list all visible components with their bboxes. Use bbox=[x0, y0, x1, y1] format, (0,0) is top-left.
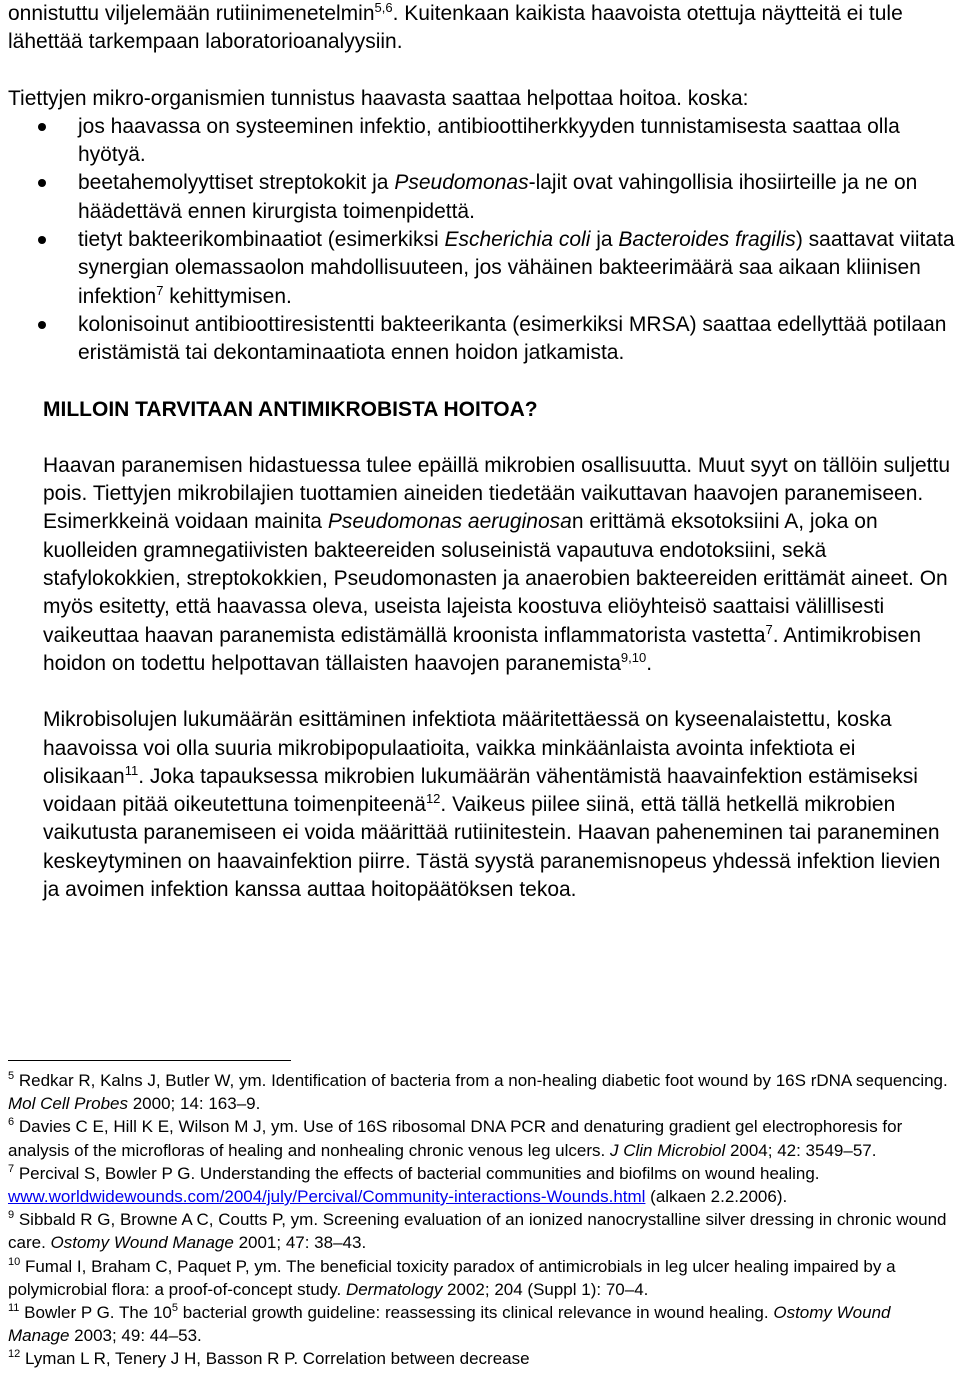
footnote-text: Davies C E, Hill K E, Wilson M J, ym. Use of 16S ribosomal DNA PCR and denaturing gradient gel electrophoresis for analysis of the microfloras of healing and nonhealing chronic venous leg ulcers. bbox=[8, 1117, 903, 1160]
text-run: onnistuttu viljelemään rutiinimenetelmin bbox=[8, 2, 375, 25]
footnote-text: 2003; 49: 44–53. bbox=[69, 1326, 202, 1346]
bullet-item-bacterial-combinations bbox=[8, 226, 956, 311]
footnote-number: 11 bbox=[8, 1302, 20, 1315]
bullet-text: -lajit ovat vahingollisia ihosiirteille ja ne on häädettävä ennen kirurgista toimenpidettä. bbox=[78, 171, 918, 223]
footnote-text: Bowler P G. The 10 bbox=[19, 1303, 172, 1323]
paragraph-antimicrobial bbox=[43, 452, 956, 678]
footnote-number: 12 bbox=[8, 1348, 21, 1361]
journal-name: J Clin Microbiol bbox=[609, 1140, 726, 1160]
footnote-text: Fumal I, Braham C, Paquet P, ym. The beneficial toxicity paradox of antimicrobials in leg ulcer healing impaired by a polymicrobial flora: a proof-of-concept study. bbox=[8, 1256, 896, 1299]
bullet-item-mrsa bbox=[8, 311, 956, 368]
text-run: . Joka tapauksessa mikrobien lukumäärän vähentämistä haavainfektion estämiseksi voidaan pitää oikeutettuna toimenpiteenä bbox=[43, 764, 918, 817]
footnote-ref-5-6[interactable]: 5,6 bbox=[374, 0, 393, 15]
bullet-text: jos haavassa on systeeminen infektio, antibioottiherkkyyden tunnistamisesta saattaa olla hyötyä. bbox=[78, 114, 900, 167]
italic-species: Bacteroides fragilis bbox=[618, 228, 796, 252]
footnote-ref-7[interactable]: 7 bbox=[156, 282, 164, 298]
footnote-7 bbox=[8, 1162, 953, 1208]
footnote-separator bbox=[8, 1060, 291, 1061]
footnote-text: Sibbald R G, Browne A C, Coutts P, ym. Screening evaluation of an ionized nanocrystalline silver dressing in chronic wound care. bbox=[8, 1210, 947, 1253]
footnote-ref-9-10[interactable]: 9,10 bbox=[620, 649, 647, 665]
bullet-icon bbox=[38, 179, 46, 187]
document-body bbox=[8, 0, 956, 904]
text-run: . bbox=[646, 651, 653, 675]
bullet-list bbox=[8, 113, 956, 368]
footnote-number: 7 bbox=[8, 1162, 15, 1175]
footnote-number: 6 bbox=[8, 1116, 15, 1129]
exponent: 5 bbox=[171, 1302, 178, 1315]
journal-name: Mol Cell Probes bbox=[8, 1094, 128, 1114]
footnote-text: bacterial growth guideline: reassessing its clinical relevance in wound healing. bbox=[178, 1303, 774, 1323]
bullet-text: kehittymisen. bbox=[163, 284, 292, 308]
reference-link[interactable]: www.worldwidewounds.com/2004/july/Percival/Community-interactions-Wounds.html bbox=[8, 1187, 646, 1207]
bullet-text: tietyt bakteerikombinaatiot (esimerkiksi bbox=[78, 228, 445, 252]
footnote-9 bbox=[8, 1208, 953, 1254]
footnote-ref-12[interactable]: 12 bbox=[425, 791, 441, 807]
text-run: n erittämä eksotoksiini A, joka on kuolleiden gramnegatiivisten bakteereiden soluseinistä vapautuva endotoksiini, sekä stafylokokkien, streptokokkien, Pseudomonasten ja anaerobien bakteereiden erittämät aineet. On myös esitetty, että haavassa oleva, useista lajeista koostuva eliöyhteisö saattaisi välillisesti vaikeuttaa haavan paranemista edistämällä kroonista inflammatorista vastetta bbox=[43, 510, 948, 647]
footnote-text: 2002; 204 (Suppl 1): 70–4. bbox=[442, 1279, 649, 1299]
bullet-item-streptococci bbox=[8, 169, 956, 226]
footnote-text: (alkaen 2.2.2006). bbox=[645, 1187, 788, 1207]
footnotes bbox=[8, 1069, 953, 1371]
bullet-text: kolonisoinut antibioottiresistentti bakteerikanta (esimerkiksi MRSA) saattaa edellyttää potilaan eristämistä tai dekontaminaatiota ennen hoidon jatkamista. bbox=[78, 312, 947, 365]
bullet-icon bbox=[38, 321, 46, 329]
footnote-11 bbox=[8, 1301, 953, 1347]
footnote-ref-7[interactable]: 7 bbox=[765, 621, 773, 637]
footnote-text: 2000; 14: 163–9. bbox=[128, 1094, 261, 1114]
footnote-12 bbox=[8, 1347, 953, 1370]
text-run: . Vaikeus piilee siinä, että tällä hetkellä mikrobien vaikutusta paranemiseen ei voida määrittää rutiinitestein. Haavan paheneminen tai paraneminen keskeytyminen on haavainfektion piirre. Tästä syystä paranemisnopeus yhdessä infektion lievien ja avoimen infektion kanssa auttaa hoitopäätöksen tekoa. bbox=[43, 793, 941, 902]
footnote-number: 9 bbox=[8, 1209, 15, 1222]
bullet-icon bbox=[38, 123, 46, 131]
paragraph-microbe-counts bbox=[43, 706, 956, 904]
section-heading: MILLOIN TARVITAAN ANTIMIKROBISTA HOITOA? bbox=[43, 397, 538, 421]
bullet-icon bbox=[38, 236, 46, 244]
footnote-text: Redkar R, Kalns J, Butler W, ym. Identification of bacteria from a non-healing diabetic foot wound by 16S rDNA sequencing. bbox=[14, 1071, 948, 1090]
footnote-text: Percival S, Bowler P G. Understanding the effects of bacterial communities and biofilms on wound healing. bbox=[14, 1163, 820, 1183]
journal-name: Ostomy Wound Manage bbox=[50, 1233, 234, 1253]
bullet-item-systemic-infection bbox=[8, 113, 956, 170]
footnote-number: 5 bbox=[8, 1070, 15, 1082]
intro-paragraph: Tiettyjen mikro-organismien tunnistus haavasta saattaa helpottaa hoitoa. koska: bbox=[8, 86, 749, 110]
text-run: Mikrobisolujen lukumäärän esittäminen infektiota määritettäessä on kyseenalaistettu, koska haavoissa voi olla suuria mikrobipopulaatioita, vaikka minkäänlaista avointa infektiota ei olisikaan bbox=[43, 708, 892, 788]
footnote-text: Lyman L R, Tenery J H, Basson R P. Correlation between decrease bbox=[20, 1349, 530, 1369]
text-run: . Kuitenkaan kaikista haavoista otettuja näytteitä ei tule lähettää tarkempaan laboratorioanalyysiin. bbox=[8, 2, 903, 54]
footnote-6 bbox=[8, 1115, 953, 1161]
footnote-ref-11[interactable]: 11 bbox=[124, 762, 139, 778]
bullet-text: ) saattavat viitata synergian olemassaolon mahdollisuuteen, jos vähäinen bakteerimäärä saa aikaan kliinisen infektion bbox=[78, 228, 955, 308]
text-run: . Antimikrobisen hoidon on todettu helpottavan tällaisten haavojen paranemista bbox=[43, 623, 922, 675]
italic-species: Pseudomonas aeruginosa bbox=[327, 510, 572, 534]
italic-species: Escherichia coli bbox=[444, 228, 591, 252]
footnote-text: 2001; 47: 38–43. bbox=[233, 1233, 367, 1253]
footnote-10 bbox=[8, 1255, 953, 1301]
journal-name: Dermatology bbox=[345, 1279, 443, 1299]
bullet-text: ja bbox=[590, 228, 619, 252]
paragraph-continuation bbox=[8, 0, 956, 57]
italic-species: Pseudomonas bbox=[394, 171, 529, 195]
journal-name: Ostomy Wound Manage bbox=[8, 1303, 891, 1346]
text-run: Haavan paranemisen hidastuessa tulee epäillä mikrobien osallisuutta. Muut syyt on tällöin suljettu pois. Tiettyjen mikrobilajien tuottamien aineiden tiedetään vaikuttavan haavojen paranemiseen. Esimerkkeinä voidaan mainita bbox=[43, 453, 951, 534]
bullet-text: beetahemolyyttiset streptokokit ja bbox=[78, 171, 395, 195]
footnote-5 bbox=[8, 1069, 953, 1115]
footnote-text: 2004; 42: 3549–57. bbox=[725, 1140, 877, 1160]
footnote-number: 10 bbox=[8, 1255, 21, 1268]
